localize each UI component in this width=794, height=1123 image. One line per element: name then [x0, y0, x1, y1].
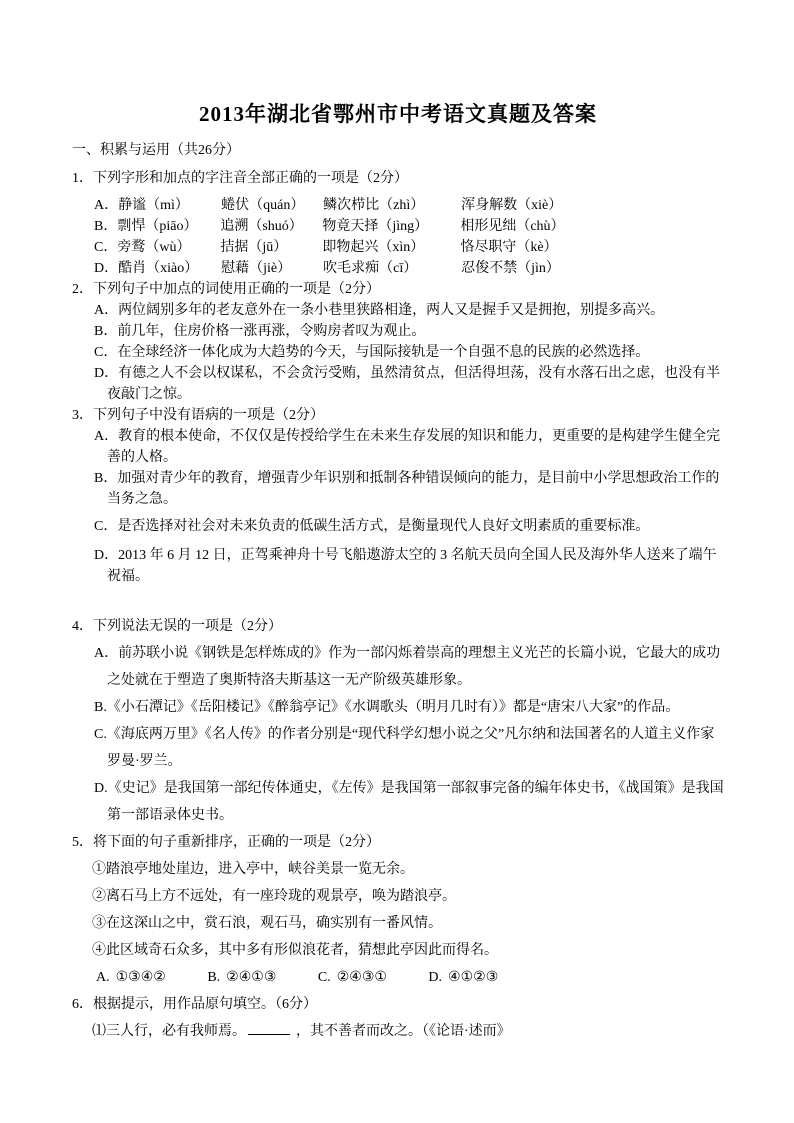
answer-order: ②④①③: [226, 970, 277, 985]
section-accumulation: [72, 140, 724, 587]
question-6: [72, 991, 724, 1045]
question-1-option-d: [72, 258, 724, 279]
question-2-option-d: D．有德之人不会以权谋私，不会贪污受贿，虽然清贫点，但活得坦荡，没有水落石出之虑，也没有半夜敲门之惊。: [94, 366, 721, 402]
question-1-option-c: [72, 237, 724, 258]
question-3-stem: 3．下列句子中没有语病的一项是（2分）: [72, 408, 324, 423]
question-3-option-c: C．是否选择对社会对未来负责的低碳生活方式，是衡量现代人良好文明素质的重要标准。: [94, 519, 650, 534]
question-6-stem: 6．根据提示，用作品原句填空。（6分）: [72, 997, 317, 1012]
question-3: [72, 405, 724, 587]
section-heading: 一、积累与运用（共26分）: [72, 143, 240, 158]
question-6-item-1: [72, 1018, 724, 1045]
question-4-option-b: B.《小石潭记》《岳阳楼记》《醉翁亭记》《水调歌头（明月几时有）》都是“唐宋八大家”的作品。: [94, 700, 680, 715]
page-title: 2013年湖北省鄂州市中考语文真题及答案: [199, 102, 597, 126]
option-label: D.: [428, 970, 443, 985]
word-pinyin: 慰藉（jiè）: [221, 261, 292, 276]
question-5-sentence-1: ①踏浪亭地处崖边，进入亭中，峡谷美景一览无余。: [92, 862, 414, 877]
option-label: C．: [94, 240, 118, 255]
word-pinyin: 吹毛求痴（cī）: [323, 261, 418, 276]
option-label: C.: [317, 970, 331, 985]
question-4: [72, 613, 724, 829]
question-3-option-b: B．加强对青少年的教育，增强青少年识别和抵制各种错误倾向的能力，是目前中小学思想政治工作的当务之急。: [94, 471, 720, 507]
question-2: [72, 279, 724, 405]
question-2-option-a: A．两位阔别多年的老友意外在一条小巷里狭路相逢，两人又是握手又是拥抱，别提多高兴。: [94, 303, 665, 318]
option-label: B.: [207, 970, 221, 985]
question-5-answer-b: [207, 970, 276, 985]
question-5-answer-a: [96, 970, 166, 985]
question-4-option-a: A．前苏联小说《钢铁是怎样炼成的》作为一部闪烁着崇高的理想主义光芒的长篇小说，它最大的成功之处就在于塑造了奥斯特洛夫斯基这一无产阶级英雄形象。: [94, 646, 721, 688]
word-pinyin: 追溯（shuó）: [220, 219, 303, 234]
question-2-option-c: C．在全球经济一体化成为大趋势的今天，与国际接轨是一个自强不息的民族的必然选择。: [94, 345, 650, 360]
option-label: D．: [94, 261, 119, 276]
answer-order: ④①②③: [448, 970, 499, 985]
question-1: [72, 168, 724, 279]
word-pinyin: 剽悍（piāo）: [117, 219, 198, 234]
word-pinyin: 鳞次栉比（zhì）: [323, 198, 425, 213]
question-2-stem: 2．下列句子中加点的词使用正确的一项是（2分）: [72, 282, 380, 297]
question-5-sentence-4: ④此区域奇石众多，其中多有形似浪花者，猜想此亭因此而得名。: [92, 943, 498, 958]
word-pinyin: 忍俊不禁（jìn）: [461, 261, 560, 276]
question-3-option-d: D．2013 年 6 月 12 日，正驾乘神舟十号飞船遨游太空的 3 名航天员向全国人民及海外华人送来了端午祝福。: [94, 548, 717, 584]
word-pinyin: 即物起兴（xìn）: [322, 240, 425, 255]
question-2-option-b: B．前几年，住房价格一涨再涨，令购房者叹为观止。: [94, 324, 426, 339]
question-5-answer-c: [318, 970, 387, 985]
question-3-option-a: A．教育的根本使命，不仅仅是传授给学生在未来生存发展的知识和能力，更重要的是构建学生健全完善的人格。: [94, 429, 721, 465]
answer-order: ②④③①: [336, 970, 387, 985]
option-label: A．: [94, 198, 119, 213]
word-pinyin: 物竟天择（jìng）: [322, 219, 429, 234]
fill-in-blank: [248, 1020, 290, 1035]
question-1-stem: 1．下列字形和加点的字注音全部正确的一项是（2分）: [72, 171, 408, 186]
word-pinyin: 拮据（jū）: [220, 240, 288, 255]
word-pinyin: 蜷伏（quán）: [221, 198, 305, 213]
word-pinyin: 酷肖（xiào）: [118, 261, 199, 276]
question-5-stem: 5．将下面的句子重新排序，正确的一项是（2分）: [72, 835, 380, 850]
word-pinyin: 旁鹜（wù）: [117, 240, 191, 255]
question-5-sentence-2: ②离石马上方不远处，有一座玲珑的观景亭，唤为踏浪亭。: [92, 889, 456, 904]
option-label: A.: [96, 970, 110, 985]
fill-suffix: ，其不善者而改之。（《论语·述而》: [296, 1024, 511, 1039]
question-5-sentence-3: ③在这深山之中，赏石浪，观石马，确实别有一番风情。: [92, 916, 442, 931]
question-4-option-c: C.《海底两万里》《名人传》的作者分别是“现代科学幻想小说之父”凡尔纳和法国著名的人道主义作家罗曼·罗兰。: [94, 727, 715, 769]
answer-order: ①③④②: [115, 970, 166, 985]
section-accumulation-continued: [72, 613, 724, 1045]
word-pinyin: 浑身解数（xiè）: [461, 198, 563, 213]
fill-prefix: ⑴三人行，必有我师焉。: [92, 1024, 246, 1039]
option-label: B．: [94, 219, 118, 234]
question-5-answer-row: [72, 964, 724, 991]
question-4-stem: 4．下列说法无误的一项是（2分）: [72, 619, 282, 634]
question-5-answer-d: [428, 970, 498, 985]
word-pinyin: 静谧（mì）: [118, 198, 189, 213]
word-pinyin: 相形见绌（chù）: [460, 219, 565, 234]
word-pinyin: 恪尽职守（kè）: [460, 240, 558, 255]
question-1-option-a: [72, 195, 724, 216]
question-5: [72, 829, 724, 991]
question-1-option-b: [72, 216, 724, 237]
question-4-option-d: D.《史记》是我国第一部纪传体通史，《左传》是我国第一部叙事完备的编年体史书，《战国策》是我国第一部语录体史书。: [94, 781, 724, 823]
